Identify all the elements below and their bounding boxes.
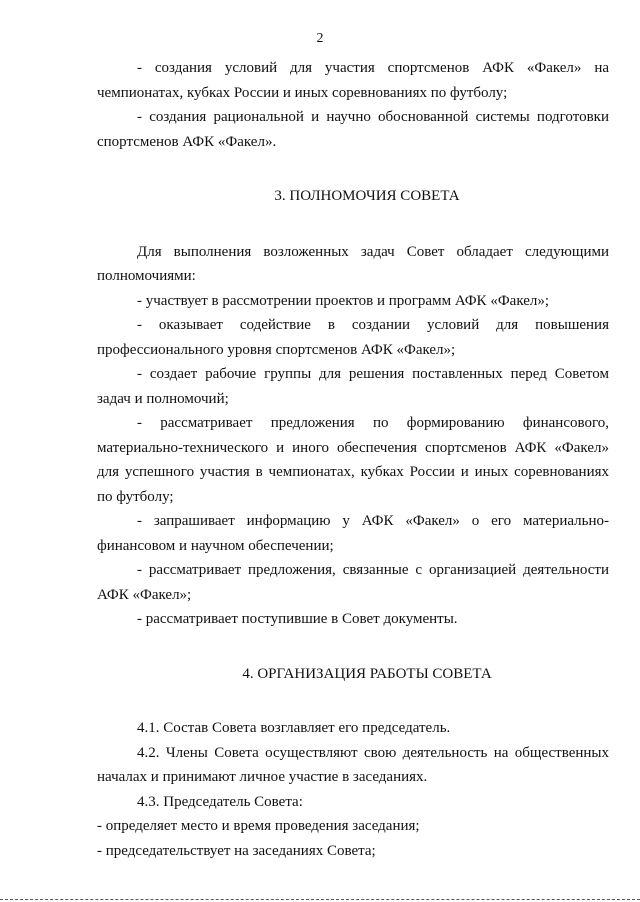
- list-item: - определяет место и время проведения заседания;: [97, 818, 420, 834]
- page-number: 2: [316, 31, 324, 46]
- paragraph: 4.1. Состав Совета возглавляет его председатель.: [137, 720, 451, 736]
- document-body: [97, 56, 609, 863]
- list-item: - участвует в рассмотрении проектов и программ АФК «Факел»;: [137, 292, 550, 309]
- paragraph: 4.3. Председатель Совета:: [137, 793, 303, 810]
- section-heading: 4. ОРГАНИЗАЦИЯ РАБОТЫ СОВЕТА: [242, 665, 492, 682]
- list-item: - запрашивает информацию у АФК «Факел» о его материально-финансовом и научном обеспечении;: [97, 513, 609, 554]
- list-item: - рассматривает поступившие в Совет документы.: [137, 611, 458, 627]
- page-bottom-edge: [0, 899, 640, 900]
- list-item: - создает рабочие группы для решения поставленных перед Советом задач и полномочий;: [97, 366, 609, 407]
- list-item: - оказывает содействие в создании условий для повышения профессионального уровня спортсменов АФК «Факел»;: [97, 317, 609, 358]
- list-item: - рассматривает предложения, связанные с организацией деятельности АФК «Факел»;: [97, 562, 609, 603]
- paragraph: Для выполнения возложенных задач Совет обладает следующими полномочиями:: [97, 243, 609, 284]
- list-item: - председательствует на заседаниях Совета;: [97, 842, 376, 859]
- paragraph: - создания рациональной и научно обоснованной системы подготовки спортсменов АФК «Факел».: [97, 109, 609, 150]
- paragraph: 4.2. Члены Совета осуществляют свою деятельность на общественных началах и принимают личное участие в заседаниях.: [97, 744, 609, 785]
- paragraph: - создания условий для участия спортсменов АФК «Факел» на чемпионатах, кубках России и иных соревнованиях по футболу;: [97, 60, 609, 101]
- list-item: - рассматривает предложения по формированию финансового, материально-технического и иного обеспечения спортсменов АФК «Факел» для успешного участия в чемпионатах, кубках России и иных соревнованиях по футболу;: [97, 415, 609, 505]
- section-heading: 3. ПОЛНОМОЧИЯ СОВЕТА: [274, 188, 460, 204]
